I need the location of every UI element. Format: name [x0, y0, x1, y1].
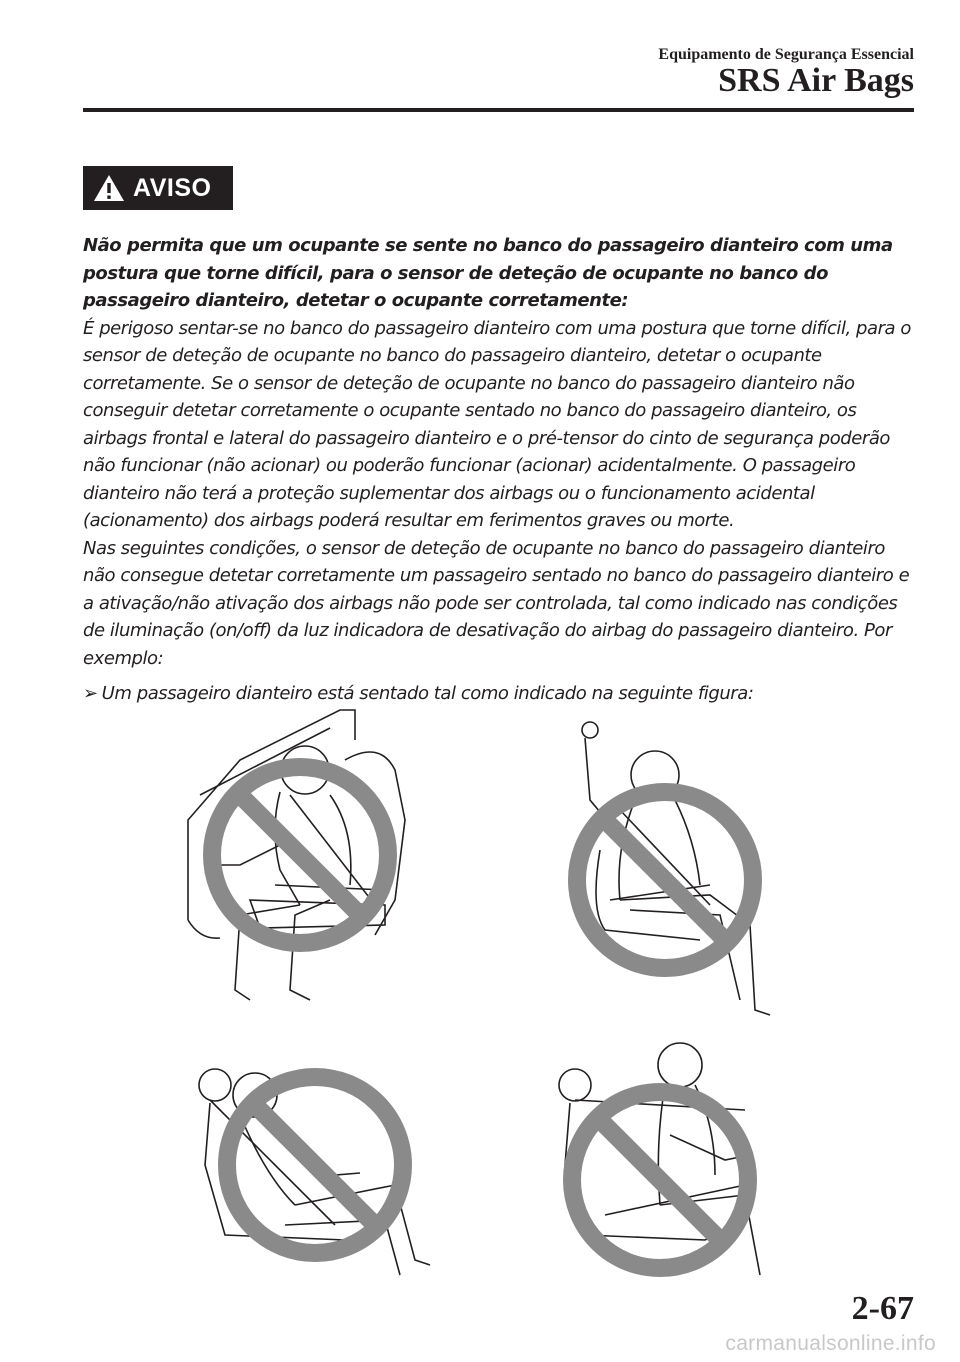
watermark-link[interactable]: carmanualsonline.info — [725, 1332, 936, 1355]
bullet-arrow-icon: ➢ — [83, 683, 98, 704]
warning-heading: Não permita que um ocupante se sente no banco do passageiro dianteiro com uma postura que torne difícil, para o sensor de deteção de ocupante no banco do passageiro dianteiro, detetar o ocupante corretamente: — [83, 235, 893, 311]
page-number: 2-67 — [851, 1290, 914, 1327]
section-title: Equipamento de Segurança Essencial — [658, 46, 914, 63]
figure-leaning-forward — [185, 1055, 445, 1295]
warning-body — [83, 232, 921, 708]
warning-label: AVISO — [133, 173, 212, 202]
warning-paragraph-1: É perigoso sentar-se no banco do passageiro dianteiro com uma postura que torne difícil, para o sensor de deteção de ocupante no banco do passageiro dianteiro, detetar o ocupante corretamente. Se o sensor de deteção de ocupante no banco do passageiro dianteiro não conseguir detetar corretamente o ocupante sentado no banco do passageiro dianteiro, os airbags frontal e lateral do passageiro dianteiro e o pré-tensor do cinto de segurança poderão não funcionar (não acionar) ou poderão funcionar (acionar) acidentalmente. O passageiro dianteiro não terá a proteção suplementar dos airbags ou o funcionamento acidental (acionamento) dos airbags poderá resultar em ferimentos graves ou morte. — [83, 317, 911, 531]
posture-figures — [180, 700, 800, 1300]
warning-badge — [83, 166, 233, 210]
figure-slouched-toward-door — [180, 700, 440, 1020]
figure-belt-behind — [545, 1035, 795, 1295]
bullet-text: Um passageiro dianteiro está sentado tal como indicado na seguinte figura: — [101, 683, 754, 704]
warning-triangle-icon — [93, 173, 125, 203]
warning-paragraph-2: Nas seguintes condições, o sensor de deteção de ocupante no banco do passageiro dianteiro não consegue detetar corretamente um passageiro sentado no banco do passageiro dianteiro e a ativação/não ativação dos airbags não pode ser controlada, tal como indicado nas condições de iluminação (on/off) da luz indicadora de desativação do airbag do passageiro dianteiro. Por exemplo: — [83, 537, 910, 669]
header-divider — [83, 108, 914, 112]
page-title: SRS Air Bags — [718, 62, 914, 99]
figure-turned-arm-raised — [560, 710, 800, 1030]
